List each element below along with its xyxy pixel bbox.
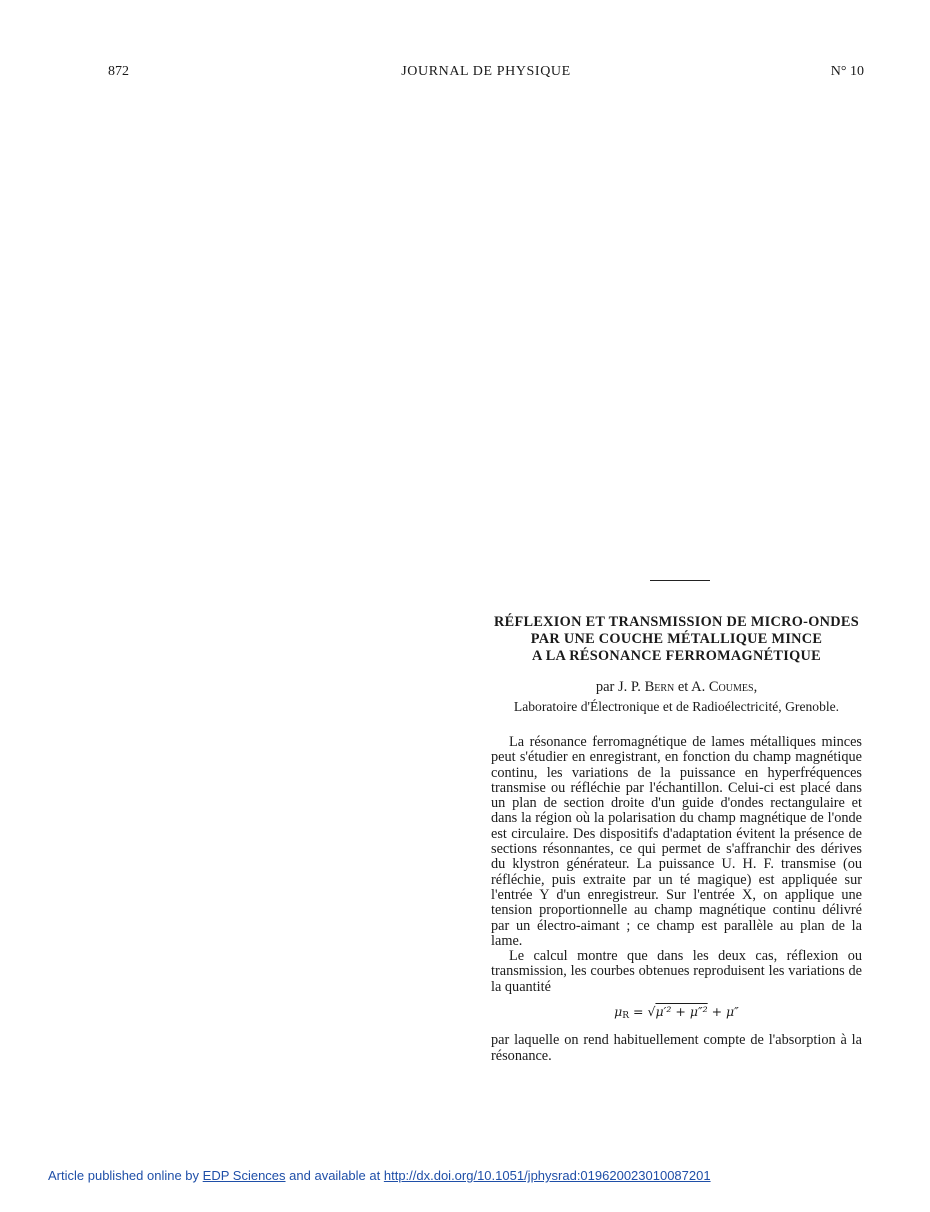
formula-lhs: μ bbox=[614, 1004, 623, 1020]
journal-name: JOURNAL DE PHYSIQUE bbox=[401, 64, 571, 79]
page-number: 872 bbox=[108, 64, 129, 79]
issue-number: N° 10 bbox=[830, 64, 864, 79]
running-header bbox=[108, 64, 864, 84]
author-name: Coumes bbox=[708, 679, 754, 695]
article-title bbox=[491, 614, 862, 665]
author-name: Bern bbox=[644, 679, 675, 695]
formula-radicand: μ′² + μ″² bbox=[655, 1004, 708, 1020]
authors-suffix: , bbox=[753, 679, 758, 695]
paragraph: par laquelle on rend habituellement compte de l'absorption à la résonance. bbox=[491, 1032, 862, 1064]
authors-and: et A. bbox=[677, 679, 706, 695]
publication-footer bbox=[48, 1168, 711, 1183]
title-line: A LA RÉSONANCE FERROMAGNÉTIQUE bbox=[531, 648, 822, 664]
formula-subscript: R bbox=[622, 1011, 630, 1022]
formula-tail: + μ″ bbox=[707, 1004, 739, 1020]
publisher-link[interactable]: EDP Sciences bbox=[202, 1168, 286, 1183]
author-line bbox=[491, 679, 862, 696]
title-line: RÉFLEXION ET TRANSMISSION DE MICRO-ONDES bbox=[494, 614, 859, 630]
paragraph: Le calcul montre que dans les deux cas, réflexion ou transmission, les courbes obtenues reproduisent les variations de la quantité bbox=[491, 948, 862, 995]
title-line: PAR UNE COUCHE MÉTALLIQUE MINCE bbox=[530, 631, 823, 647]
formula-equals: = √ bbox=[629, 1004, 656, 1020]
equation bbox=[491, 1004, 862, 1024]
paragraph: La résonance ferromagnétique de lames métalliques minces peut s'étudier en enregistrant, en fonction du champ magnétique continu, les variations de la puissance en hyperfréquences transmise ou réfléchie par l'échantillon. Celui-ci est placé dans un plan de section droite d'un guide d'ondes rectangulaire et dans la région où la polarisation du champ magnétique de l'onde est circulaire. Des dispositifs d'adaptation évitent la présence de sections résonnantes, ce qui permet de s'affranchir des dérives du klystron générateur. La puissance U. H. F. transmise (ou réfléchie, puis extraite par un té magique) est appliquée sur l'entrée Y d'un enregistreur. Sur l'entrée X, on applique une tension proportionnelle au champ magnétique continu délivré par un électro-aimant ; ce champ est parallèle au plan de la lame. bbox=[491, 734, 862, 949]
section-divider bbox=[650, 580, 710, 581]
footer-prefix: Article published online by bbox=[48, 1168, 200, 1183]
affiliation: Laboratoire d'Électronique et de Radioélectricité, Grenoble. bbox=[513, 699, 840, 714]
doi-link[interactable]: http://dx.doi.org/10.1051/jphysrad:019620023010087201 bbox=[383, 1168, 711, 1183]
authors-prefix: par J. P. bbox=[595, 679, 641, 695]
footer-middle: and available at bbox=[289, 1168, 381, 1183]
article-body bbox=[491, 735, 862, 1064]
